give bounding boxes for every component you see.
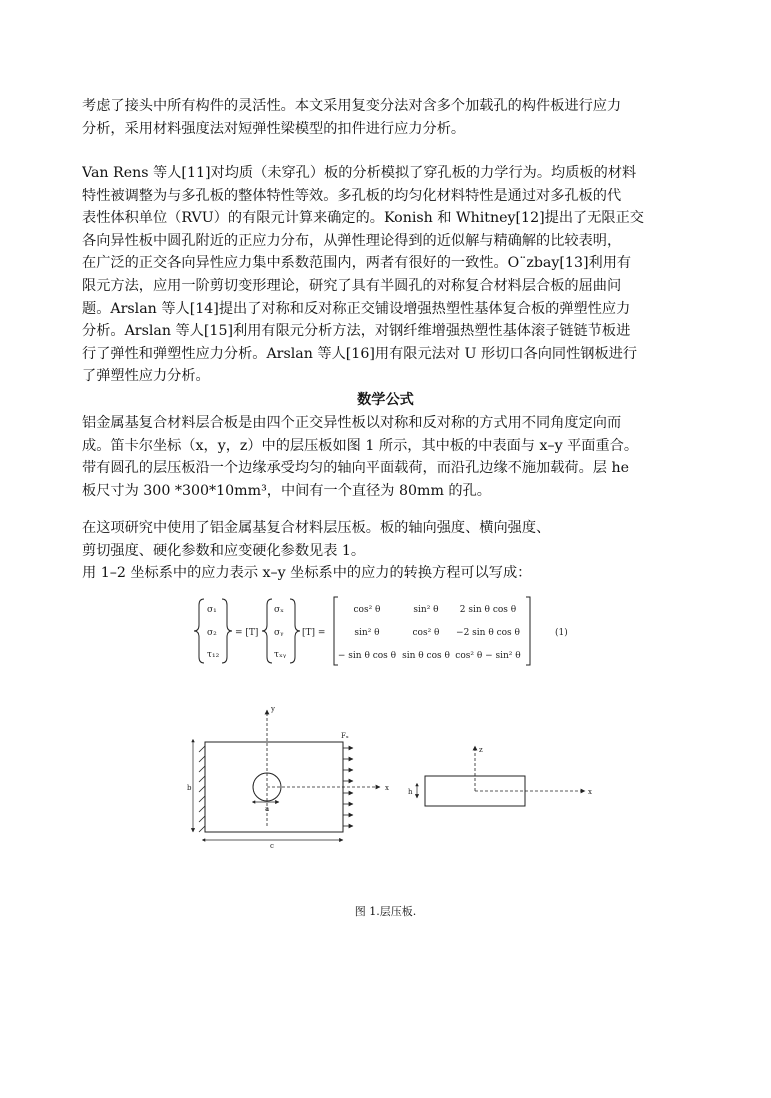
x-axis-label: x xyxy=(385,784,389,792)
brace-left xyxy=(194,599,204,663)
text-line: 板尺寸为 300 *300*10mm³，中间有一个直径为 80mm 的孔。 xyxy=(82,482,491,499)
brace-right xyxy=(222,599,232,663)
matrix-cell: cos² θ xyxy=(412,628,440,638)
paragraph-literature-review xyxy=(82,162,682,388)
lhs-sigma1: σ₁ xyxy=(207,605,217,615)
text-line: 各向异性板中圆孔附近的正应力分布，从弹性理论得到的近似解与精确解的比较表明， xyxy=(82,232,622,249)
text-line: 带有圆孔的层压板沿一个边缘承受均匀的轴向平面载荷，而沿孔边缘不施加载荷。层 he xyxy=(82,460,629,477)
section-heading: 数学公式 xyxy=(357,392,414,408)
text-line: 表性体积单位（RVU）的有限元计算来确定的。Konish 和 Whitney[12]提出了无限正交 xyxy=(82,210,644,227)
matrix-cell: cos² θ xyxy=(353,605,381,615)
text-line: 考虑了接头中所有构件的灵活性。本文采用复变分法对含多个加载孔的构件板进行应力 xyxy=(82,98,622,114)
y-axis-label: y xyxy=(271,705,275,713)
text-line: 题。Arslan 等人[14]提出了对称和反对称正交铺设增强热塑性基体复合板的弹塑性应力 xyxy=(82,300,631,317)
load-label: Fₓ xyxy=(341,732,349,740)
z-axis-label: z xyxy=(479,746,483,754)
text-line: 分析。Arslan 等人[15]利用有限元分析方法，对钢纤维增强热塑性基体滚子链链节板进 xyxy=(82,323,631,340)
text-line: 铝金属基复合材料层合板是由四个正交异性板以对称和反对称的方式用不同角度定向而 xyxy=(82,415,622,431)
text-line: 了弹塑性应力分析。 xyxy=(82,368,210,385)
matrix-cell: 2 sin θ cos θ xyxy=(459,605,517,615)
T-label: [T] = xyxy=(302,628,326,638)
x-axis-side-label: x xyxy=(588,788,592,796)
matrix-cell: − sin θ cos θ xyxy=(337,651,397,661)
rhs-tauxy: τₓᵧ xyxy=(274,650,287,660)
paragraph-laminate-description xyxy=(82,412,682,502)
lhs-sigma2: σ₂ xyxy=(207,628,217,638)
matrix-cell: sin² θ xyxy=(413,605,439,615)
dimension-a-label: a xyxy=(265,805,270,813)
brace-right xyxy=(290,599,300,663)
paragraph-material-properties xyxy=(82,517,682,585)
matrix-cell: −2 sin θ cos θ xyxy=(456,628,520,638)
rhs-sigmay: σᵧ xyxy=(274,628,284,638)
brace-left xyxy=(262,599,272,663)
equals-T: = [T] xyxy=(235,628,259,638)
lhs-tau12: τ₁₂ xyxy=(207,650,220,660)
transformation-equation xyxy=(190,595,590,667)
matrix-cell: cos² θ − sin² θ xyxy=(455,651,521,661)
text-line: 用 1–2 坐标系中的应力表示 x–y 坐标系中的应力的转换方程可以写成： xyxy=(82,565,532,582)
paragraph-intro xyxy=(82,95,682,140)
equation-number: (1) xyxy=(555,628,568,638)
dimension-c-label: c xyxy=(270,842,274,850)
text-line: 分析，采用材料强度法对短弹性梁模型的扣件进行应力分析。 xyxy=(82,120,466,137)
rhs-sigmax: σₓ xyxy=(274,605,284,615)
text-line: 成。笛卡尔坐标（x，y，z）中的层压板如图 1 所示，其中板的中表面与 x–y 平面重合。 xyxy=(82,437,639,454)
text-line: 行了弹性和弹塑性应力分析。Arslan 等人[16]用有限元法对 U 形切口各向同性钢板进行 xyxy=(82,345,638,362)
laminate-plate-figure xyxy=(185,698,605,858)
text-line: 特性被调整为与多孔板的整体特性等效。多孔板的均匀化材料特性是通过对多孔板的代 xyxy=(82,187,622,204)
matrix-bracket-right xyxy=(526,597,530,665)
text-line: 在这项研究中使用了铝金属基复合材料层压板。板的轴向强度、横向强度、 xyxy=(82,520,551,536)
dimension-h-label: h xyxy=(408,788,413,796)
matrix-cell: sin θ cos θ xyxy=(402,651,450,661)
matrix-cell: sin² θ xyxy=(354,628,380,638)
text-line: Van Rens 等人[11]对均质（未穿孔）板的分析模拟了穿孔板的力学行为。均质板的材料 xyxy=(82,165,637,181)
figure-caption: 图 1.层压板. xyxy=(354,905,417,918)
text-line: 限元方法，应用一阶剪切变形理论，研究了具有半圆孔的对称复合材料层合板的屈曲问 xyxy=(82,277,622,294)
fixed-support-hatching xyxy=(199,746,205,832)
text-line: 在广泛的正交各向异性应力集中系数范围内，两者有很好的一致性。O¨zbay[13]利用有 xyxy=(82,255,632,272)
text-line: 剪切强度、硬化参数和应变硬化参数见表 1。 xyxy=(82,542,366,559)
dimension-b-label: b xyxy=(187,784,192,792)
